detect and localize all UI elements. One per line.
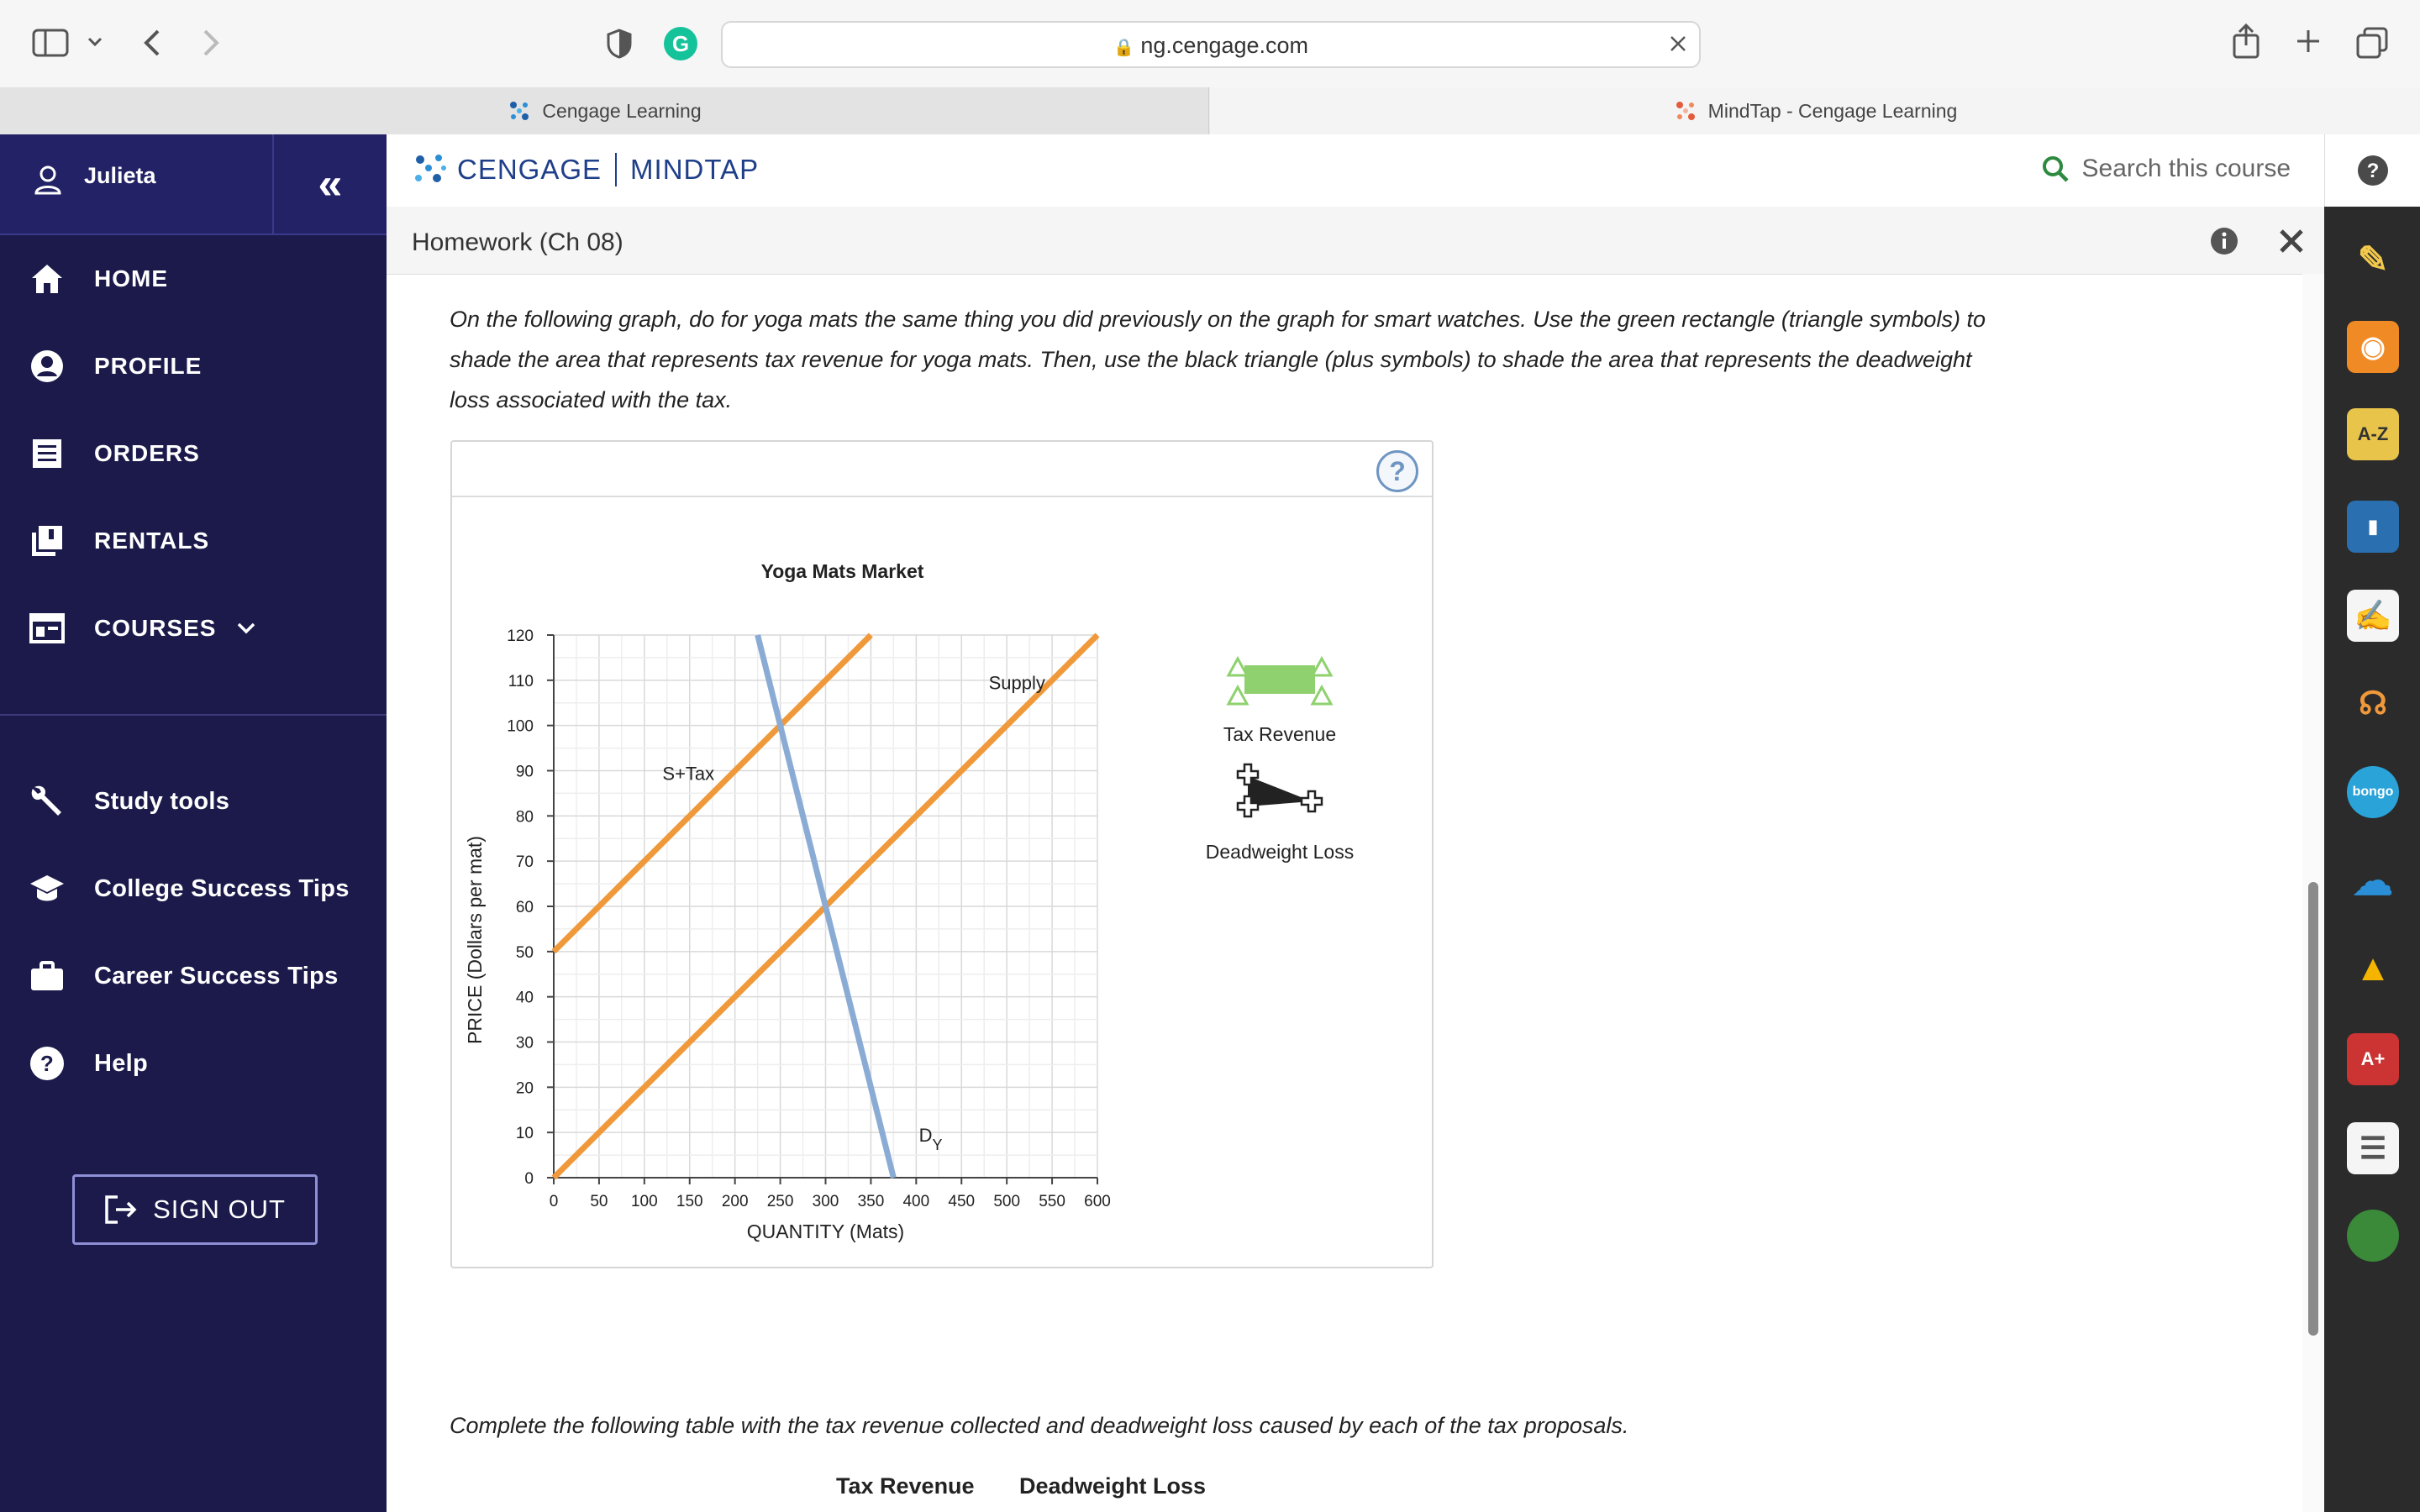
rss-icon[interactable]: ◉ [2347,321,2399,373]
nav-courses[interactable] [0,595,387,662]
url-text: ng.cengage.com [1140,33,1309,58]
briefcase-icon [29,960,65,992]
help-icon [29,1046,65,1081]
x-tick-label: 400 [902,1193,930,1210]
new-tab-icon[interactable] [2296,29,2321,54]
x-tick-label: 100 [630,1193,658,1210]
nav-label: College Success Tips [94,874,350,902]
sign-out-label: SIGN OUT [153,1194,286,1224]
lock-icon: 🔒 [1113,39,1134,57]
plus-marker-icon [1302,791,1322,811]
search-input[interactable]: Search this course [2081,155,2291,182]
chevron-down-icon[interactable] [87,37,103,47]
yoga-mats-chart[interactable] [452,497,1428,1265]
table-header-deadweight-loss: Deadweight Loss [1019,1473,1207,1499]
homework-header [387,207,2324,275]
triangle-marker-icon [1228,687,1247,704]
y-tick-label: 60 [515,899,534,916]
triangle-marker-icon [1228,659,1247,675]
y-tick-label: 50 [515,943,534,962]
nav-label: Study tools [94,787,230,815]
double-chevron-left-icon: « [318,160,343,208]
x-tick-label: 350 [857,1193,885,1210]
nav-study-tools[interactable] [0,768,387,835]
aplus-icon[interactable]: A+ [2347,1033,2399,1085]
y-axis-label: PRICE (Dollars per mat) [464,836,486,1044]
orders-icon [31,438,63,470]
help-button[interactable] [2324,134,2420,207]
series-label-supply: Supply [988,672,1045,694]
nav-label: COURSES [94,615,217,641]
user-avatar-icon[interactable] [2347,1210,2399,1262]
y-tick-label: 110 [508,672,534,690]
sidebar [0,134,387,1512]
graph-instructions: On the following graph, do for yoga mats the same thing you did previously on the graph for smart watches. Use the green rectangle (triangle symbols) to shade the area that represents tax revenue for yoga mats. Then, use the black triangle (plus symbols) to shade the area that represents the deadweight loss associated with the tax. [450,307,1986,412]
x-tick-label: 600 [1084,1193,1111,1210]
profile-icon [30,349,64,383]
tab-mindtap[interactable] [1210,87,2420,134]
sidebar-divider [0,714,387,716]
bongo-icon[interactable]: bongo [2347,766,2399,818]
x-tick-label: 200 [721,1193,749,1210]
y-tick-label: 30 [515,1034,534,1053]
nav-profile[interactable] [0,333,387,400]
notes-icon[interactable]: ✍ [2347,590,2399,642]
share-icon[interactable] [2232,24,2260,59]
y-tick-label: 90 [515,763,534,781]
mindtap-logo-icon [1673,98,1698,123]
chart-title: Yoga Mats Market [760,560,924,582]
wrench-icon [29,784,65,819]
app-dock [2324,207,2420,1512]
nav-label: PROFILE [94,353,203,379]
x-tick-label: 450 [948,1193,976,1210]
x-tick-label: 50 [590,1193,608,1210]
scrollbar-thumb[interactable] [2308,882,2318,1336]
series-label-s-tax: S+Tax [662,763,715,785]
search-icon [2042,155,2069,182]
nav-college-success-tips[interactable] [0,855,387,922]
x-tick-label: 250 [766,1193,794,1210]
nav-label: Help [94,1049,149,1077]
privacy-shield-icon[interactable] [607,29,632,59]
nav-help[interactable] [0,1030,387,1097]
x-tick-label: 0 [549,1193,559,1210]
nav-label: RENTALS [94,528,210,554]
grammarly-icon[interactable]: G [664,27,697,60]
y-tick-label: 40 [515,989,534,1007]
cengage-logo-icon [412,151,449,188]
app-header [387,134,2324,207]
courses-icon [29,613,65,643]
y-tick-label: 120 [507,627,534,645]
svg-text:?: ? [39,1051,55,1076]
graduation-cap-icon [29,874,66,904]
nav-label: ORDERS [94,440,200,466]
a-z-icon[interactable]: A-Z [2347,408,2399,460]
table-header-tax-revenue: Tax Revenue [836,1473,975,1499]
book-icon[interactable]: ▮ [2347,501,2399,553]
chevron-down-icon [236,622,256,635]
table-instructions: Complete the following table with the tax revenue collected and deadweight loss caused by each of the tax proposals. [450,1413,1629,1438]
tab-cengage-learning[interactable] [0,87,1209,134]
graph-panel-header [452,442,1432,497]
user-icon [34,165,62,195]
x-tick-label: 300 [812,1193,839,1210]
nav-label: HOME [94,265,168,291]
user-menu[interactable] [0,134,274,235]
y-tick-label: 10 [515,1125,534,1143]
tax-revenue-tool [1244,665,1315,694]
brand-cengage: CENGAGE [457,154,602,185]
cengage-logo-icon [507,98,532,123]
forward-icon[interactable] [202,29,220,57]
readspeaker-icon[interactable]: ☊ [2347,677,2399,729]
legend-deadweight-loss: Deadweight Loss [1205,841,1355,863]
address-bar[interactable] [721,21,1701,68]
nav-rentals[interactable] [0,507,387,575]
back-icon[interactable] [143,29,161,57]
x-tick-label: 550 [1039,1193,1065,1210]
tab-label: MindTap - Cengage Learning [1707,99,1958,122]
triangle-marker-icon [1313,659,1331,675]
x-tick-label: 150 [676,1193,703,1210]
graph-panel [450,440,1434,1268]
triangle-marker-icon [1313,687,1331,704]
tab-label: Cengage Learning [542,99,702,122]
y-tick-label: 80 [515,808,534,827]
y-tick-label: 100 [507,717,534,736]
help-circle-icon [2356,154,2390,187]
nav-career-success-tips[interactable] [0,942,387,1010]
sidebar-toggle-icon[interactable] [32,29,69,57]
google-drive-icon[interactable]: ▲ [2347,942,2399,995]
y-tick-label: 20 [515,1079,534,1098]
sign-out-button[interactable] [72,1174,318,1245]
question-mark-icon: ? [1389,455,1406,486]
sign-out-icon [104,1194,138,1225]
graph-help-button[interactable] [1376,450,1418,492]
pencil-icon[interactable]: ✎ [2347,234,2399,286]
browser-toolbar [0,0,2420,88]
clear-url-icon[interactable] [1669,34,1687,53]
x-axis-label: QUANTITY (Mats) [746,1221,905,1242]
info-icon[interactable] [2210,227,2238,255]
browser-tab-bar [0,87,2420,135]
collapse-sidebar-button[interactable] [274,134,387,235]
onedrive-icon[interactable]: ☁ [2347,855,2399,907]
tab-overview-icon[interactable] [2356,27,2388,59]
home-icon [30,263,64,295]
series-label-demand: $D_Y$ [918,1124,943,1153]
nav-home[interactable] [0,245,387,312]
nav-label: Career Success Tips [94,962,339,990]
course-search[interactable] [2042,155,2291,183]
flashcards-icon[interactable]: ☰ [2347,1122,2399,1174]
y-tick-label: 70 [515,853,534,872]
homework-title: Homework (Ch 08) [412,228,623,256]
cengage-mindtap-logo[interactable] [412,151,759,188]
brand-mindtap: MINDTAP [630,154,760,185]
y-tick-label: 0 [524,1170,534,1188]
rentals-icon [30,524,64,558]
x-tick-label: 500 [993,1193,1021,1210]
nav-orders[interactable] [0,420,387,487]
user-name: Julieta [84,163,156,188]
close-icon[interactable] [2279,228,2304,254]
svg-text:?: ? [2366,160,2380,182]
legend-tax-revenue: Tax Revenue [1223,723,1337,745]
